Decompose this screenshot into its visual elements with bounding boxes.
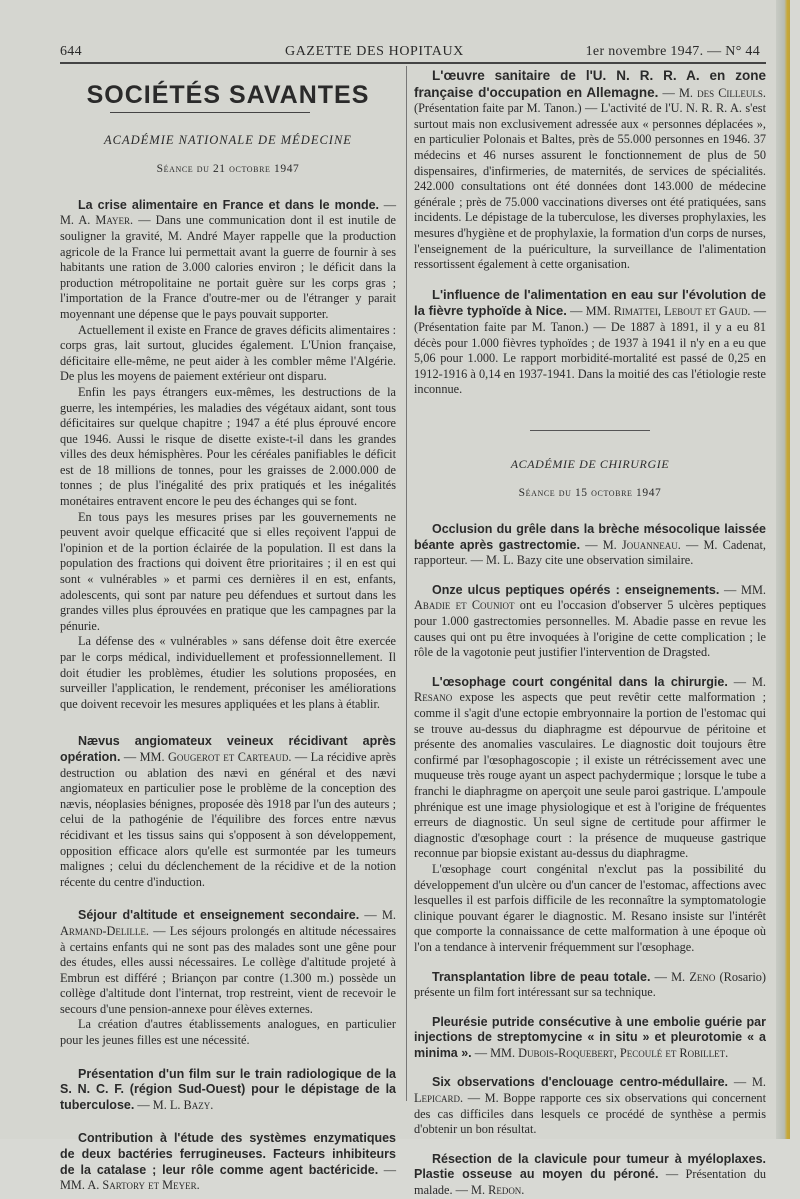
article-resection-clavicule: Résection de la clavicule pour tumeur à myéloplaxes. Plastie osseuse au moyen du péroné. — Présentation du malade. — M. Redon. bbox=[414, 1151, 767, 1198]
article-crise-alimentaire: La crise alimentaire en France et dans le monde. — M. A. Mayer. — Dans une communication dont il est inutile de souligner la gravité, M. André Mayer rappelle que la production agricole de la France lui permettait avant la guerre de fournir à ses habitants une ration de 3.000 calories environ ; le déficit dans la production métropolitaine ne portait guère sur les corps gras ; l'importation de la France d'outre-mer ou de l'étranger y parait moyennant une dépense que le pays pouvait supporter. Actuellement il existe en France de graves déficits alimentaires : corps gras, lait surtout, glucides également. L'Union française, déficitaire elle-même, ne peut aider à les combler même l'Algérie. De plus les moyens de paiement extérieur ont disparu. Enfin les pays étrangers eux-mêmes, les destructions de la guerre, les intempéries, les maladies des végétaux aidant, sont tous déficitaires sur quelque chapitre ; 1947 a été plus éprouvé encore que 1946. Aussi le risque de disette existe-t-il dans les grandes villes des deux hémisphères. Pour les céréales panifiables le déficit est de 18 millions de tonnes, pour les graisses de 2.000.000 de tonnes ; de plus l'inégalité des prix pratiqués et les inégalités monétaires entravent encore le peu des échanges qui se font. En tous pays les mesures prises par les gouvernements ne peuvent avoir quelque efficacité que si elles reçoivent l'appui de l'opinion et de la portion éclairée de la population. Il est dans la population des fractions qui doivent être prioritaires ; il en est qui sont « vulnérables » et parmi ces dernières il en est, enfants, adolescents, qui sont par nature peu défendues et surtout dans les grandes villes plus éprouvées en pratique que les campagnes par la pénurie. La défense des « vulnérables » sans défense doit être exercée par le corps médical, individuellement et professionnellement. Il doit étudier les problèmes, étudier les solutions proposées, en surveiller l'application, le rendement, préconiser les améliorations que doivent recevoir les mesures appliquées et les plans à établir. bbox=[60, 197, 396, 711]
article-text: — Présentation du malade. bbox=[414, 1167, 767, 1198]
article-authors: MM. Abadie et Counıot bbox=[414, 582, 766, 613]
article-text: — M. Boppe rapporte ces six observations qui concernent des cas difficiles dans lesquels ce procédé de synthèse a permis d'obtenir un bon résultat. bbox=[414, 1091, 766, 1137]
article-text: Dans une communication dont il est inutile de souligner la gravité, M. André Mayer rappelle que la production agricole de la France lui permettait avant la guerre de fournir à ses habitants une ration de 3.000 calories environ ; le déficit dans la production métropolitaine ne portait guère sur les corps gras ; l'importation de la France d'outre-mer ou de l'étranger y parait moyennant une dépense que le pays pouvait supporter. bbox=[60, 213, 396, 321]
article-title: Contribution à l'étude des systèmes enzymatiques de deux bactéries ferrugineuses. Facteurs inhibiteurs de la catalase ; leur rôle comme agent bactéricide. bbox=[60, 1131, 396, 1177]
article-text: (Rosario) présente un film fort intéressant sur sa technique. bbox=[414, 969, 766, 1000]
article-sejour-altitude: Séjour d'altitude et enseignement secondaire. — M. Armand-Delille. — Les séjours prolongés en altitude nécessaires à certains enfants qui ne sont pas des malades sont une gêne pour des études, elles aussi nécessaires. Le collège d'altitude projeté à Embrun est différé ; Briançon par contre (1.300 m.) possède un collège d'altitude dont l'internat, trop restreint, vient de recevoir le secours d'une pension-annexe pour élèves externes. La création d'autres établissements analogues, en particulier pour les jeunes filles est une nécessité. bbox=[60, 908, 396, 1048]
article-authors: MM. Rimattei, Lebout et Gaud. bbox=[585, 304, 751, 319]
article-title: La crise alimentaire en France et dans le monde. bbox=[78, 197, 380, 212]
article-transplantation-peau: Transplantation libre de peau totale. — M. Zeno (Rosario) présente un film fort intéressant sur sa technique. bbox=[414, 969, 766, 1000]
section-title: SOCIÉTÉS SAVANTES bbox=[86, 81, 370, 109]
article-naevus: Nævus angiomateux veineux récidivant après opération. — MM. Gougerot et Carteaud. — La récidive après destruction ou ablation des nævi en général et des nævi angiomateux en particulier pose le problème de la conception des nævis, néoplasies bénignes, proposée dès 1918 par l'un des auteurs ; celui de la pathogénie de l'équilibre des forces entre nævus récidivant et les tissus sains qui s'opposent à son développement, opposition efficace alors qu'elle est surmontée par les tumeurs malignes ; celui du déclenchement de la récidive et de la notion récente du centre d'induction. bbox=[60, 734, 396, 889]
article-authors: M. Redon. bbox=[471, 1183, 525, 1198]
page-edge bbox=[776, 0, 790, 1139]
article-authors: MM. Gougerot et Carteaud. bbox=[139, 749, 292, 764]
article-unrra: L'œuvre sanitaire de l'U. N. R. R. A. en zone française d'occupation en Allemagne. — M. des Cilleuls. (Présentation faite par M. Tanon.) — L'activité de l'U. N. R. R. A. s'est surtout mais non exclusivement adressée aux « personnes déplacées », en particulier Polonais et Baltes, près de 55.000 personnes en 1946. 37 médecins et 46 nurses assurent le fonctionnement de plus de 50 dispensaires, d'infirmeries, de maternités, de services de spécialités. 242.000 consultations ont été données dont 143.000 de médecine générale ; près de 75.000 vaccinations diverses ont été pratiquées, sans incidents. Le dépistage de la tuberculose, les diverses prophylaxies, les mesures d'hygiène et de prophylaxie, la formation d'un corps de nurses, l'enseignement de la puériculture, la surveillance de l'alimentation ressortissent également à cette organisation. bbox=[414, 68, 766, 272]
section-title-rule bbox=[110, 112, 310, 113]
article-ulcus-peptiques: Onze ulcus peptiques opérés : enseignements. — MM. Abadie et Counıot ont eu l'occasion d'observer 5 ulcères peptiques pour 1.000 gastrectomies personnelles. M. Abadie passe en revue les causes qui ont pu être invoquées à l'origine de cette complication ; le rôle de la vagotonie peut justifier l'intervention de Dragsted. bbox=[414, 582, 767, 660]
article-paragraph: Enfin les pays étrangers eux-mêmes, les destructions de la guerre, les intempéries, les maladies des végétaux aidant, sont tous déficitaires sur quelque chapitre ; 1947 a été plus éprouvé encore que 1946. Aussi le risque de disette existe-t-il dans les grandes villes des deux hémisphères. Pour les céréales panifiables le déficit est de 18 millions de tonnes, pour les graisses de 2.000.000 de tonnes ; de plus l'inégalité des prix pratiqués et les inégalités monétaires entravent encore le peu des échanges qui se font. bbox=[60, 384, 396, 509]
article-title: Occlusion du grêle dans la brèche mésocolique laissée béante après gastrectomie. bbox=[414, 522, 766, 552]
article-title: Six observations d'enclouage centro-médullaire. bbox=[432, 1075, 729, 1090]
seance-date bbox=[60, 162, 396, 178]
article-authors: M. Jouanneau. bbox=[602, 537, 681, 552]
article-paragraph: L'œsophage court congénital n'exclut pas la possibilité du développement d'un ulcère ou d'un cancer de l'estomac, affections avec lesquelles il est parfois difficile de les reconnaître la symptomatologie clinique pouvant égarer le diagnostic. M. Resano insiste sur l'intérêt que comporte la connaissance de cette malformation à une époque où l'on a tendance à intervenir fréquemment sur l'œsophage. bbox=[414, 861, 766, 954]
right-column bbox=[414, 68, 766, 1199]
article-enclouage: Six observations d'enclouage centro-médullaire. — M. Lepicard. — M. Boppe rapporte ces six observations qui concernent des cas difficiles dans lesquels ce procédé de synthèse a permis d'obtenir un bon résultat. bbox=[414, 1075, 766, 1137]
article-fievre-typhoide: L'influence de l'alimentation en eau sur l'évolution de la fièvre typhoïde à Nice. — MM. Rimattei, Lebout et Gaud. — (Présentation faite par M. Tanon.) — De 1887 à 1891, il y a eu 81 décès pour 1.000 fièvres typhoïdes ; de 1937 à 1941 il n'y en a eu que 5,06 pour 1.000. Le rapport morbidité-mortalité est passé de 0,25 en 1912-1916 à 0,14 en 1937-1941. Dans la moitié des cas l'étiologie reste inconnue. bbox=[414, 286, 767, 397]
article-paragraph: La défense des « vulnérables » sans défense doit être exercée par le corps médical, individuellement et professionnellement. Il doit étudier les problèmes, étudier les solutions proposées, en surveiller l'application, le rendement, préconiser les améliorations que doivent recevoir les mesures appliquées et les plans à établir. bbox=[60, 634, 396, 711]
article-authors: M. des Cilleuls. bbox=[678, 85, 766, 100]
article-text: Les séjours prolongés en altitude nécessaires à certains enfants qui ne sont pas des malades sont une gêne pour des études, elles aussi nécessaires. Le collège d'altitude projeté à Embrun est différé ; Briançon par contre (1.300 m.) possède un collège d'altitude dont l'internat, trop restreint, vient de recevoir le secours d'une pension-annexe pour élèves externes. bbox=[60, 923, 396, 1016]
article-text: ont eu l'occasion d'observer 5 ulcères peptiques pour 1.000 gastrectomies personnelles. M. Abadie passe en revue les causes qui ont pu être invoquées à l'origine de cette complication ; le rôle de la vagotonie peut justifier l'intervention de Dragsted. bbox=[414, 598, 767, 660]
article-title: Séjour d'altitude et enseignement secondaire. bbox=[78, 908, 360, 923]
journal-title: GAZETTE DES HOPITAUX bbox=[285, 44, 464, 59]
article-title: Présentation d'un film sur le train radiologique de la S. N. C. F. (région Sud-Ouest) pour le dépistage de la tuberculose. bbox=[60, 1066, 396, 1112]
article-film-radiologique: Présentation d'un film sur le train radiologique de la S. N. C. F. (région Sud-Ouest) pour le dépistage de la tuberculose. — M. L. Bazy. bbox=[60, 1066, 396, 1112]
article-authors: M. A. Mayer. bbox=[60, 213, 134, 228]
left-column bbox=[60, 68, 396, 1194]
article-occlusion-grele: Occlusion du grêle dans la brèche mésocolique laissée béante après gastrectomie. — M. Jouanneau. — M. Cadenat, rapporteur. — M. L. Bazy cite une observation similaire. bbox=[414, 522, 767, 568]
article-title: Nævus angiomateux veineux récidivant après opération. bbox=[60, 734, 396, 764]
article-title: Pleurésie putride consécutive à une embolie guérie par injections de streptomycine « in situ » et pleurotomie « a minima ». bbox=[414, 1014, 766, 1060]
article-title: L'influence de l'alimentation en eau sur l'évolution de la fièvre typhoïde à Nice. bbox=[414, 286, 766, 319]
header-rule bbox=[60, 62, 766, 64]
article-pleuresie-putride: Pleurésie putride consécutive à une embolie guérie par injections de streptomycine « in situ » et pleurotomie « a minima ». — MM. Dubois-Roquebert, Pecoulé et Robillet. bbox=[414, 1014, 766, 1060]
academy-heading: ACADÉMIE DE CHIRURGIE bbox=[510, 456, 670, 471]
article-title: L'œuvre sanitaire de l'U. N. R. R. A. en zone française d'occupation en Allemagne. bbox=[414, 68, 766, 100]
seance-date-text: Séance du 15 octobre 1947 bbox=[518, 487, 662, 500]
article-authors: M. L. Bazy. bbox=[152, 1097, 214, 1112]
running-head bbox=[60, 44, 760, 64]
article-paragraph: La création d'autres établissements analogues, en particulier pour les jeunes filles est une nécessité. bbox=[60, 1017, 396, 1048]
article-systemes-enzymatiques: Contribution à l'étude des systèmes enzymatiques de deux bactéries ferrugineuses. Facteurs inhibiteurs de la catalase ; leur rôle comme agent bactéricide. — MM. A. Sartory et Meyer. bbox=[60, 1131, 396, 1193]
article-paragraph: Actuellement il existe en France de graves déficits alimentaires : corps gras, lait surtout, glucides également. L'Union française, déficitaire elle-même, ne peut aider à les combler même l'Algérie. De plus les moyens de paiement extérieur ont disparu. bbox=[60, 322, 396, 384]
issue-date: 1er novembre 1947. — N° 44 bbox=[585, 44, 760, 59]
article-text: (Présentation faite par M. Tanon.) — L'activité de l'U. N. R. R. A. s'est surtout mais non exclusivement adressée aux « personnes déplacées », en particulier Polonais et Baltes, près de 55.000 personnes en 1946. 37 médecins et 46 nurses assurent le fonctionnement de plus de 50 dispensaires, d'infirmeries, de maternités, de services de spécialités. 242.000 consultations ont été données dont 143.000 de médecine générale ; près de 75.000 vaccinations diverses ont été pratiquées, sans incidents. Le dépistage de la tuberculose, les diverses prophylaxies, les mesures d'hygiène et de prophylaxie, la formation d'un corps de nurses, l'enseignement de la puériculture, la surveillance de l'alimentation ressortissent également à cette organisation. bbox=[414, 101, 766, 272]
academy-heading: ACADÉMIE NATIONALE DE MÉDECINE bbox=[104, 132, 352, 147]
article-title: Transplantation libre de peau totale. bbox=[432, 969, 651, 984]
article-title: L'œsophage court congénital dans la chirurgie. bbox=[432, 674, 728, 689]
article-text: — M. Cadenat, rapporteur. — M. L. Bazy cite une observation similaire. bbox=[414, 537, 767, 568]
article-authors: M. Resano bbox=[414, 674, 767, 705]
article-authors: MM. A. Sartory et Meyer. bbox=[60, 1178, 200, 1193]
section-separator bbox=[530, 430, 650, 431]
article-oesophage-court: L'œsophage court congénital dans la chirurgie. — M. Resano expose les aspects que peut revêtir cette malformation ; comme il s'agit d'une ectopie embryonnaire la portion de l'estomac qui se trouve au-dessus du diaphragme est dépourvue de péritoine et présente des anomalies vasculaires. Le diagnostic doit toujours être confirmé par l'œsophagoscopie ; il existe un rétrécissement avec une muqueuse très rouge ayant un aspect pachydermique ; lorsque le tube a franchi le diaphragme on aperçoit une seule paroi gastrique. L'ampoule phrénique est une image physiologique et est à l'origine de fréquentes erreurs de diagnostic. Un seul signe de certitude pour affirmer le diagnostic d'œsophage court : la présence de muqueuse gastrique reconnue par biopsie existant au-dessus du diaphragme. L'œsophage court congénital n'exclut pas la possibilité du développement d'un ulcère ou d'un cancer de l'estomac, affections avec lesquelles il est parfois difficile de les reconnaître la symptomatologie clinique pouvant égarer le diagnostic. M. Resano insiste sur l'intérêt que comporte la connaissance de cette malformation à une époque où l'on a tendance à intervenir fréquemment sur l'œsophage. bbox=[414, 674, 767, 954]
article-paragraph: En tous pays les mesures prises par les gouvernements ne peuvent avoir quelque efficacité que si elles reçoivent l'appui de l'opinion et de la portion éclairée de la population. Il est dans la population des fractions qui doivent être prioritaires ; il en est qui sont « vulnérables » et parmi ces dernières il en est, enfants, adolescents, qui sont par nature peu défendues et surtout dans les grandes villes plus éprouvées en pratique que les campagnes par la pénurie. bbox=[60, 509, 396, 633]
article-authors: MM. Dubois-Roquebert, Pecoulé et Robillet. bbox=[490, 1045, 729, 1060]
article-title: Résection de la clavicule pour tumeur à myéloplaxes. Plastie osseuse au moyen du péroné. bbox=[414, 1151, 766, 1182]
article-text: La récidive après destruction ou ablation des nævi en général et des nævi angiomateux en particulier pose le problème de la conception des nævis, néoplasies bénignes, proposée dès 1918 par l'un des auteurs ; celui de la pathogénie de l'équilibre des forces entre nævus récidivant et les tissus sains qui s'opposent à son développement, opposition efficace alors qu'elle est surmontée par les tumeurs malignes ; celui du déclenchement de la récidive et de la notion récente du centre d'induction. bbox=[60, 749, 396, 889]
article-authors: M. Armand-Delille. bbox=[60, 908, 396, 938]
article-text: expose les aspects que peut revêtir cette malformation ; comme il s'agit d'une ectopie embryonnaire la portion de l'estomac qui se trouve au-dessus du diaphragme est dépourvue de péritoine et présente des anomalies vasculaires. Le diagnostic doit toujours être confirmé par l'œsophagoscopie ; il existe un rétrécissement avec une muqueuse très rouge ayant un aspect pachydermique ; lorsque le tube a franchi le diaphragme on aperçoit une seule paroi gastrique. L'ampoule phrénique est une image physiologique et est à l'origine de fréquentes erreurs de diagnostic. Un seul signe de certitude pour affirmer le diagnostic d'œsophage court : la présence de muqueuse gastrique reconnue par biopsie existant au-dessus du diaphragme. bbox=[414, 690, 766, 861]
seance-date-text: Séance du 21 octobre 1947 bbox=[156, 163, 300, 176]
page-number: 644 bbox=[60, 44, 82, 59]
column-divider bbox=[406, 66, 407, 1101]
seance-date bbox=[414, 486, 766, 502]
article-authors: M. Lepicard. bbox=[414, 1075, 766, 1106]
article-authors: M. Zeno bbox=[671, 969, 716, 984]
article-title: Onze ulcus peptiques opérés : enseignements. bbox=[432, 582, 720, 597]
article-text: — (Présentation faite par M. Tanon.) — De 1887 à 1891, il y a eu 81 décès pour 1.000 fièvres typhoïdes ; de 1937 à 1941 il n'y en a eu que 5,06 pour 1.000. Le rapport morbidité-mortalité est passé de 0,25 en 1912-1916 à 0,14 en 1937-1941. Dans la moitié des cas l'étiologie reste inconnue. bbox=[414, 304, 767, 397]
